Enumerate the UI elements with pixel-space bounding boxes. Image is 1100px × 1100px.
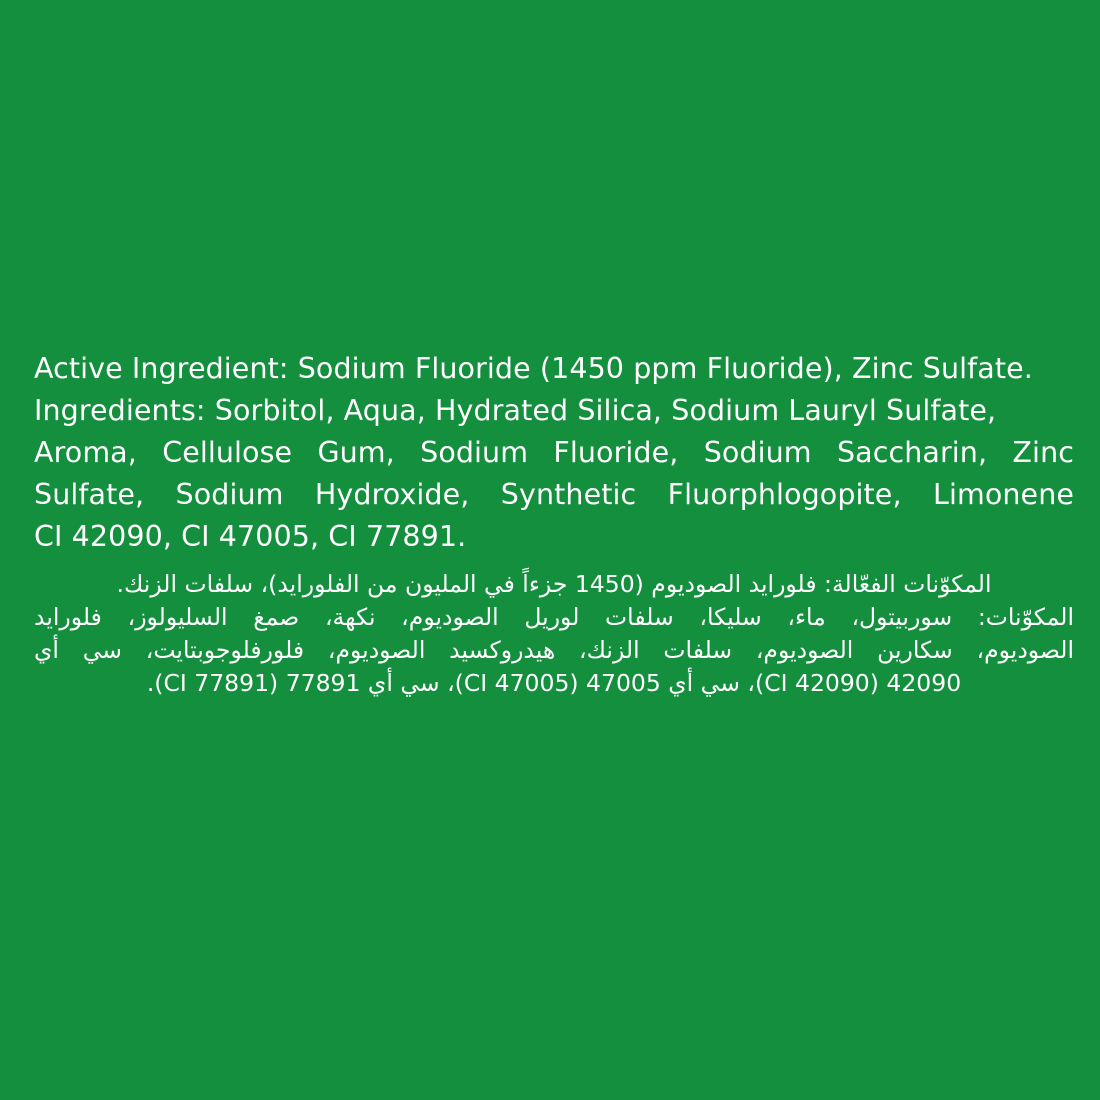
english-ingredients-line-2: Aroma, Cellulose Gum, Sodium Fluoride, Sodium Saccharin, Zinc [34, 436, 1074, 469]
ingredients-content [34, 348, 1074, 700]
english-ingredients-line-1: Ingredients: Sorbitol, Aqua, Hydrated Silica, Sodium Lauryl Sulfate, [34, 394, 997, 427]
english-ingredients-line-4: CI 42090, CI 47005, CI 77891. [34, 520, 467, 553]
arabic-ingredients-line-3: 42090 (CI 42090)، سي أي 47005 (CI 47005)، سي أي 77891 (CI 77891). [146, 669, 962, 697]
arabic-active-ingredient-line: المكوّنات الفعّالة: فلورايد الصوديوم (1450 جزءاً في المليون من الفلورايد)، سلفات الزنك. [116, 570, 992, 598]
english-ingredients-block [34, 348, 1074, 558]
arabic-ingredients-line-2: الصوديوم، سكارين الصوديوم، سلفات الزنك، هيدروكسيد الصوديوم، فلورفلوجوبتايت، سي أي [34, 636, 1074, 664]
english-active-ingredient-line: Active Ingredient: Sodium Fluoride (1450 ppm Fluoride), Zinc Sulfate. [34, 352, 1033, 385]
arabic-ingredients-line-1: المكوّنات: سوربيتول، ماء، سليكا، سلفات لوريل الصوديوم، نكهة، صمغ السليولوز، فلورايد [34, 603, 1074, 631]
english-ingredients-line-3: Sulfate, Sodium Hydroxide, Synthetic Fluorphlogopite, Limonene [34, 478, 1074, 511]
arabic-ingredients-block [34, 568, 1074, 700]
